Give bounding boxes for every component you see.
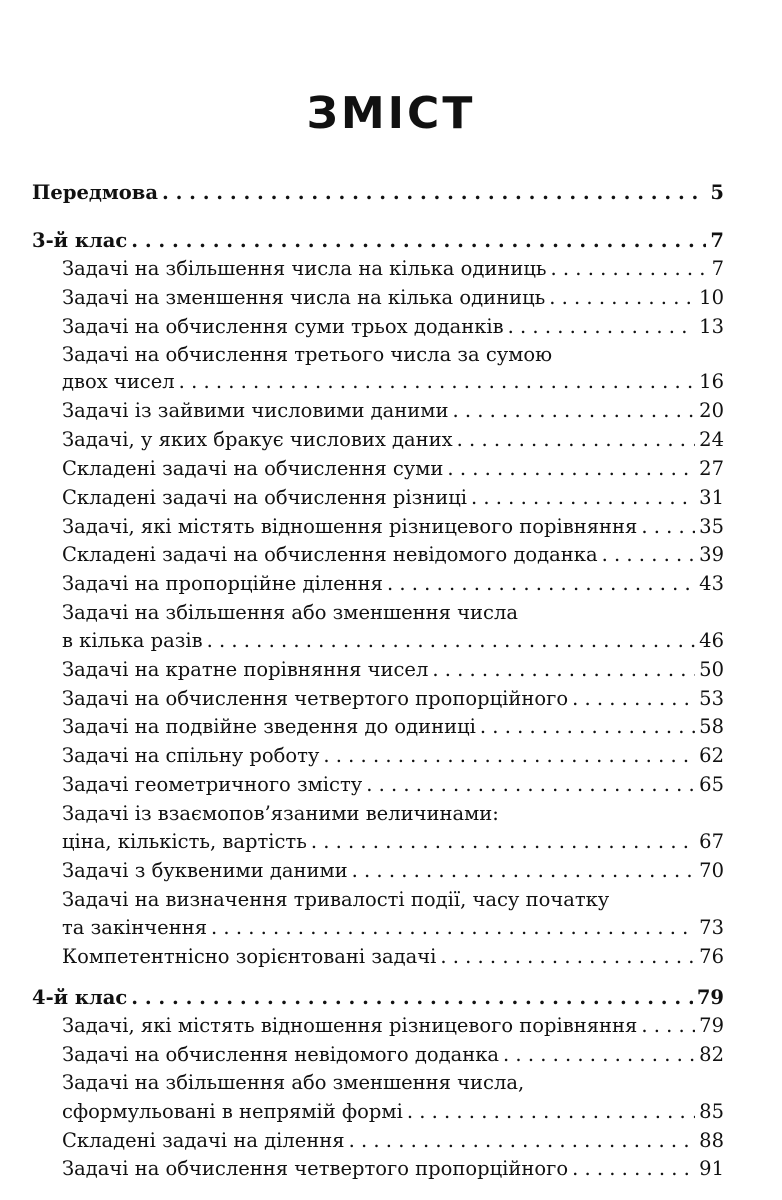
toc-entry-title: Задачі на спільну роботу — [62, 744, 320, 767]
toc-entry-row — [0, 283, 782, 313]
toc-entry-title: Задачі, які містять відношення різницевого порівняння — [62, 1014, 638, 1037]
toc-entry-title: Задачі із взаємопов’язаними величинами: — [62, 802, 499, 825]
dot-leader — [457, 425, 696, 455]
toc-entry-title: Складені задачі на обчислення різниці — [62, 486, 467, 509]
dot-leader — [352, 856, 696, 886]
toc-entry-line — [62, 396, 724, 426]
dot-leader — [480, 712, 695, 742]
toc-page-number: 31 — [699, 486, 724, 509]
toc-entry-title: 3-й клас — [32, 229, 128, 252]
dot-leader — [551, 254, 708, 284]
toc-entry-row — [0, 684, 782, 714]
toc-page-number: 91 — [699, 1157, 724, 1180]
toc-entry-line — [62, 626, 724, 656]
toc-entry-row — [0, 770, 782, 800]
toc-page-number: 24 — [699, 428, 724, 451]
toc-entry-title: Задачі на обчислення невідомого доданка — [62, 1043, 500, 1066]
dot-leader — [207, 626, 696, 656]
toc-page-number: 73 — [699, 916, 724, 939]
toc-entry-line — [62, 598, 724, 628]
toc-page-number: 79 — [699, 1014, 724, 1037]
toc-entry-line — [62, 312, 724, 342]
toc-entry-title: Задачі із зайвими числовими даними — [62, 399, 449, 422]
toc-entry-title: двох чисел — [62, 370, 175, 393]
toc-entry-title: Передмова — [32, 181, 158, 204]
toc-page-number: 85 — [699, 1100, 724, 1123]
toc-entry-line — [62, 1040, 724, 1070]
toc-entry-line — [62, 254, 724, 284]
toc-entry-line — [62, 1011, 724, 1041]
toc-entry-row — [0, 1068, 782, 1098]
toc-entry-line — [62, 684, 724, 714]
toc-entry-title: Задачі на обчислення третього числа за сумою — [62, 343, 553, 366]
toc-page-number: 58 — [699, 715, 724, 738]
dot-leader — [162, 178, 706, 208]
toc-entry-row — [0, 512, 782, 542]
toc-entry-line — [62, 885, 724, 915]
dot-leader — [349, 1126, 696, 1156]
toc-entry-row — [0, 856, 782, 886]
toc-entry-row — [0, 425, 782, 455]
toc-entry-line — [32, 178, 724, 208]
toc-entry-title: сформульовані в непрямій формі — [62, 1100, 403, 1123]
dot-leader — [131, 983, 693, 1013]
toc-entry-row — [0, 885, 782, 915]
toc-entry-title: Складені задачі на обчислення суми — [62, 457, 444, 480]
toc-entry-line — [62, 425, 724, 455]
toc-entry-row — [0, 799, 782, 829]
toc-page-number: 53 — [699, 687, 724, 710]
dot-leader — [387, 569, 695, 599]
dot-leader — [641, 512, 695, 542]
toc-page-number: 7 — [710, 229, 724, 252]
toc-entry-title: та закінчення — [62, 916, 208, 939]
toc-entry-line — [32, 226, 724, 256]
toc-entry-row — [0, 312, 782, 342]
toc-entry-line — [62, 454, 724, 484]
toc-entry-title: Задачі на обчислення суми трьох доданків — [62, 315, 504, 338]
toc-entry-line — [62, 655, 724, 685]
toc-entry-line — [62, 1097, 724, 1127]
dot-leader — [641, 1011, 695, 1041]
toc-entry-line — [62, 827, 724, 857]
toc-entry-title: Задачі на збільшення або зменшення числа — [62, 601, 518, 624]
toc-entry-row — [0, 1126, 782, 1156]
dot-leader — [549, 283, 695, 313]
toc-section-row — [0, 226, 782, 256]
toc-entry-line — [62, 856, 724, 886]
dot-leader — [311, 827, 695, 857]
toc-entry-title: Задачі, у яких бракує числових даних — [62, 428, 453, 451]
dot-leader — [131, 226, 706, 256]
toc-entry-line — [62, 540, 724, 570]
toc-entry-row — [0, 1011, 782, 1041]
toc-entry-row — [0, 396, 782, 426]
toc-page-number: 79 — [696, 986, 724, 1009]
dot-leader — [211, 913, 695, 943]
toc-entry-row — [0, 626, 782, 656]
toc-entry-row — [0, 827, 782, 857]
toc-page-number: 50 — [699, 658, 724, 681]
toc-page-number: 43 — [699, 572, 724, 595]
toc-entry-title: Задачі з буквеними даними — [62, 859, 348, 882]
toc-entry-row — [0, 598, 782, 628]
dot-leader — [407, 1097, 695, 1127]
toc-entry-line — [62, 712, 724, 742]
toc-entry-row — [0, 1097, 782, 1127]
toc-section-row — [0, 178, 782, 208]
toc-entry-title: Задачі на обчислення четвертого пропорційного — [62, 1157, 569, 1180]
toc-page-number: 65 — [699, 773, 724, 796]
toc-entry-row — [0, 1154, 782, 1184]
toc-page-number: 67 — [699, 830, 724, 853]
toc-entry-line — [62, 770, 724, 800]
toc-entry-line — [62, 367, 724, 397]
toc-entry-row — [0, 712, 782, 742]
toc-entry-row — [0, 942, 782, 972]
toc-section-row — [0, 983, 782, 1013]
dot-leader — [572, 684, 695, 714]
toc-entry-line — [62, 913, 724, 943]
toc-entry-line — [62, 741, 724, 771]
toc-page-number: 27 — [699, 457, 724, 480]
toc-page-number: 5 — [710, 181, 724, 204]
dot-leader — [366, 770, 695, 800]
dot-leader — [503, 1040, 695, 1070]
toc-entry-line — [62, 512, 724, 542]
dot-leader — [447, 454, 695, 484]
dot-leader — [452, 396, 695, 426]
toc-entry-row — [0, 340, 782, 370]
dot-leader — [602, 540, 696, 570]
toc-page-number: 62 — [699, 744, 724, 767]
toc-page-number: 10 — [699, 286, 724, 309]
dot-leader — [323, 741, 695, 771]
toc-entry-line — [62, 799, 724, 829]
toc-entry-row — [0, 655, 782, 685]
toc-entry-title: Задачі на зменшення числа на кілька одиниць — [62, 286, 546, 309]
toc-entry-title: в кілька разів — [62, 629, 203, 652]
toc-entry-line — [62, 483, 724, 513]
toc-page-number: 35 — [699, 515, 724, 538]
dot-leader — [432, 655, 695, 685]
toc-entry-title: Задачі на збільшення або зменшення числа, — [62, 1071, 525, 1094]
toc-page-number: 76 — [699, 945, 724, 968]
toc-entry-title: Задачі на подвійне зведення до одиниці — [62, 715, 476, 738]
toc-entry-line — [62, 1126, 724, 1156]
dot-leader — [179, 367, 696, 397]
toc-entry-title: Складені задачі на ділення — [62, 1129, 345, 1152]
toc-entry-title: Задачі на пропорційне ділення — [62, 572, 383, 595]
toc-entry-title: Компетентнісно зорієнтовані задачі — [62, 945, 437, 968]
toc-entry-line — [62, 340, 724, 370]
toc-entry-title: ціна, кількість, вартість — [62, 830, 307, 853]
toc-entry-row — [0, 367, 782, 397]
toc-page-number: 39 — [699, 543, 724, 566]
toc-entry-title: Складені задачі на обчислення невідомого доданка — [62, 543, 598, 566]
toc-entry-row — [0, 254, 782, 284]
toc-entry-line — [62, 283, 724, 313]
toc-page-number: 88 — [699, 1129, 724, 1152]
toc-entry-row — [0, 454, 782, 484]
toc-entry-row — [0, 741, 782, 771]
toc-entry-title: Задачі на визначення тривалості події, часу початку — [62, 888, 610, 911]
toc-page-number: 70 — [699, 859, 724, 882]
toc-entry-title: Задачі на збільшення числа на кілька одиниць — [62, 257, 547, 280]
toc-entry-title: Задачі геометричного змісту — [62, 773, 363, 796]
toc-entry-row — [0, 540, 782, 570]
toc-entry-line — [62, 1068, 724, 1098]
toc-entry-title: Задачі на обчислення четвертого пропорційного — [62, 687, 569, 710]
toc-entry-title: Задачі на кратне порівняння чисел — [62, 658, 429, 681]
dot-leader — [471, 483, 695, 513]
toc-page-number: 82 — [699, 1043, 724, 1066]
page-title: ЗМІСТ — [306, 88, 476, 139]
dot-leader — [572, 1154, 695, 1184]
dot-leader — [508, 312, 696, 342]
toc-entry-row — [0, 483, 782, 513]
toc-page-number: 13 — [699, 315, 724, 338]
toc-page-number: 16 — [699, 370, 724, 393]
dot-leader — [440, 942, 695, 972]
toc-entry-title: Задачі, які містять відношення різницевого порівняння — [62, 515, 638, 538]
toc-entry-row — [0, 913, 782, 943]
toc-entry-line — [62, 569, 724, 599]
toc-entry-line — [32, 983, 724, 1013]
toc-entry-line — [62, 942, 724, 972]
toc-entry-title: 4-й клас — [32, 986, 128, 1009]
toc-page-number: 20 — [699, 399, 724, 422]
toc-page-number: 7 — [711, 257, 724, 280]
toc-entry-row — [0, 569, 782, 599]
toc-entry-line — [62, 1154, 724, 1184]
toc-entry-row — [0, 1040, 782, 1070]
toc-page-number: 46 — [699, 629, 724, 652]
